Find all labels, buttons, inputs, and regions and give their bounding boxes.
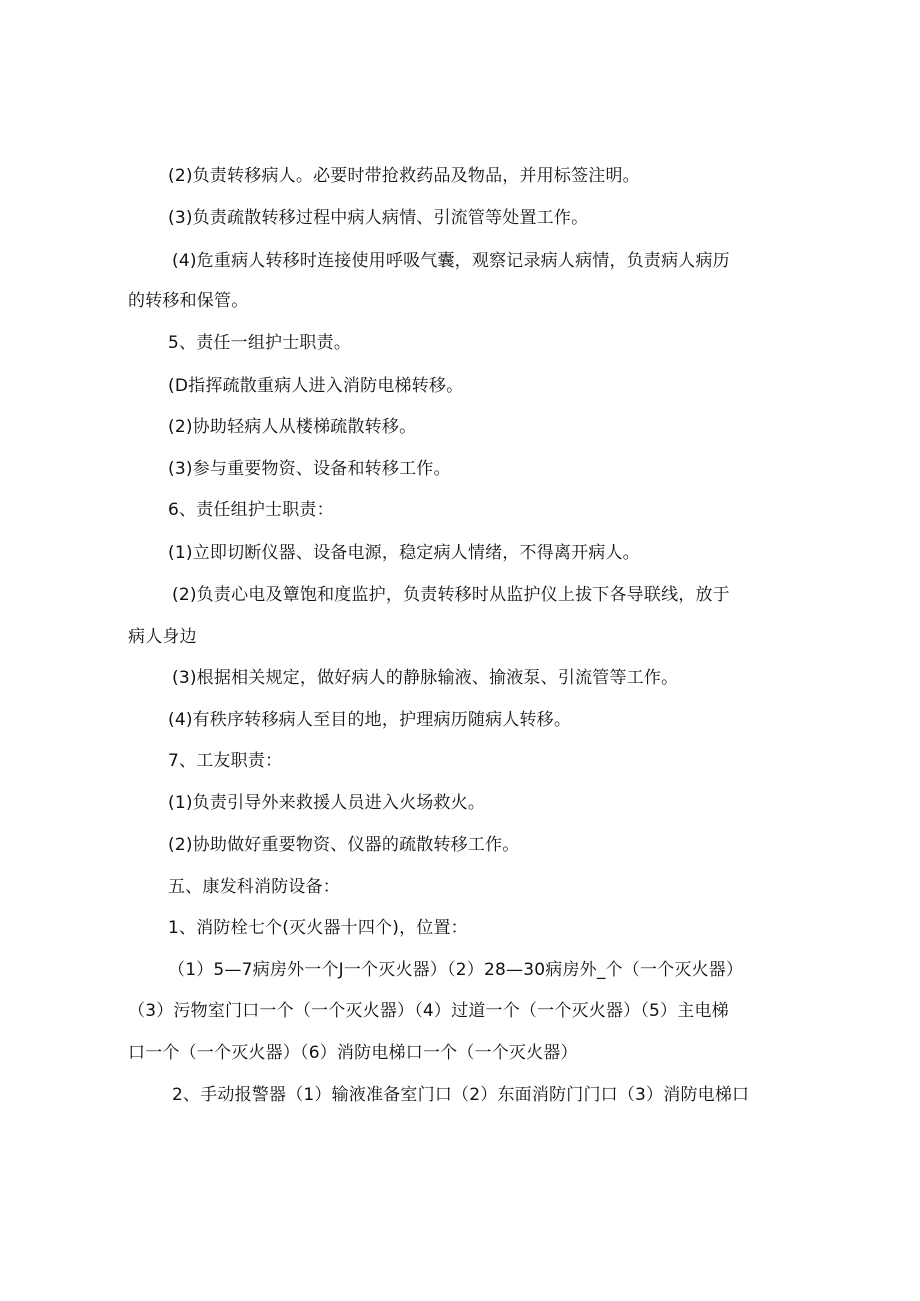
text-line: (1)负责引导外来救援人员进入火场救火。 — [168, 793, 486, 813]
text-line: (2)协助轻病人从楼梯疏散转移。 — [168, 417, 417, 437]
text-line: (3)负责疏散转移过程中病人病情、引流管等处置工作。 — [168, 208, 589, 228]
text-line: (3)参与重要物资、设备和转移工作。 — [168, 459, 451, 479]
text-line: 的转移和保管。 — [128, 291, 249, 311]
text-line: (2)负责转移病人。必要时带抢救药品及物品，并用标签注明。 — [168, 166, 640, 186]
text-line: 5、责任一组护士职责。 — [168, 333, 352, 353]
text-line: 6、责任组护士职责： — [168, 500, 334, 520]
text-line: 口一个（一个灭火器）（6）消防电梯口一个（一个灭火器） — [128, 1043, 578, 1063]
text-line: (4)有秩序转移病人至目的地，护理病历随病人转移。 — [168, 710, 572, 730]
text-line: （1）5—7病房外一个J一个灭火器）（2）28—30病房外_个（一个灭火器） — [168, 960, 744, 980]
text-line: 病人身边 — [128, 627, 197, 647]
text-line: (D指挥疏散重病人进入消防电梯转移。 — [168, 376, 464, 396]
text-line: (1)立即切断仪器、设备电源，稳定病人情绪，不得离开病人。 — [168, 543, 640, 563]
text-line: 7、工友职责： — [168, 751, 283, 771]
text-line: (2)负责心电及簟饱和度监护，负责转移时从监护仪上拔下各导联线，放于 — [172, 585, 730, 605]
text-line: 五、康发科消防设备： — [168, 877, 340, 897]
text-line: （3）污物室门口一个（一个灭火器）（4）过道一个（一个灭火器）（5）主电梯 — [128, 1001, 729, 1021]
text-line: (2)协助做好重要物资、仪器的疏散转移工作。 — [168, 835, 520, 855]
text-line: (4)危重病人转移时连接使用呼吸气囊，观察记录病人病情，负责病人病历 — [172, 251, 730, 271]
text-line: 2、手动报警器（1）输液准备室门口（2）东面消防门门口（3）消防电梯口 — [172, 1085, 750, 1105]
text-line: 1、消防栓七个(灭火器十四个)，位置： — [168, 918, 468, 938]
text-line: (3)根据相关规定，做好病人的静脉输液、揄液泵、引流管等工作。 — [172, 668, 679, 688]
